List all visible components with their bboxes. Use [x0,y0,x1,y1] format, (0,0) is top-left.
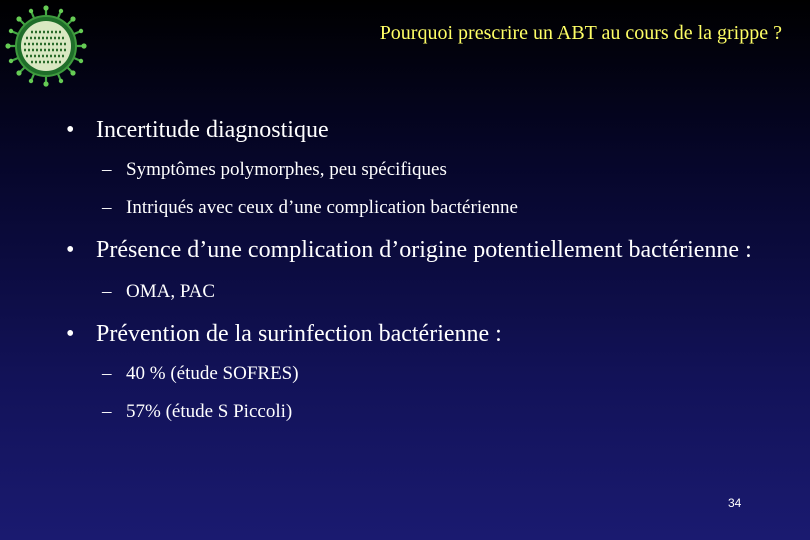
bullet-item [66,114,776,146]
influenza-virus-icon [4,4,88,88]
sub-item-text: Intriqués avec ceux d’une complication bactérienne [126,197,518,218]
bullet-marker: • [66,117,75,143]
dash-marker: – [102,197,112,218]
sub-item [66,280,776,304]
sub-item-text: OMA, PAC [126,281,216,302]
sub-item-text: Symptômes polymorphes, peu spécifiques [126,159,447,180]
slide-content [66,114,776,424]
dash-marker: – [102,159,112,180]
dash-marker: – [102,401,112,422]
slide-title: Pourquoi prescrire un ABT au cours de la grippe ? [379,22,782,44]
bullet-text: Incertitude diagnostique [96,117,329,143]
bullet-item [66,318,776,350]
sub-item-text: 40 % (étude SOFRES) [126,363,299,384]
bullet-text: Prévention de la surinfection bactérienne : [96,321,502,347]
sub-item [66,362,776,386]
sub-item [66,196,776,220]
bullet-marker: • [66,321,75,347]
sub-item [66,158,776,182]
sub-item [66,400,776,424]
bullet-marker: • [66,237,75,263]
dash-marker: – [102,363,112,384]
bullet-item [66,234,776,266]
page-number: 34 [728,496,742,510]
dash-marker: – [102,281,112,302]
sub-item-text: 57% (étude S Piccoli) [126,401,293,422]
bullet-text: Présence d’une complication d’origine potentiellement bactérienne : [96,237,752,263]
